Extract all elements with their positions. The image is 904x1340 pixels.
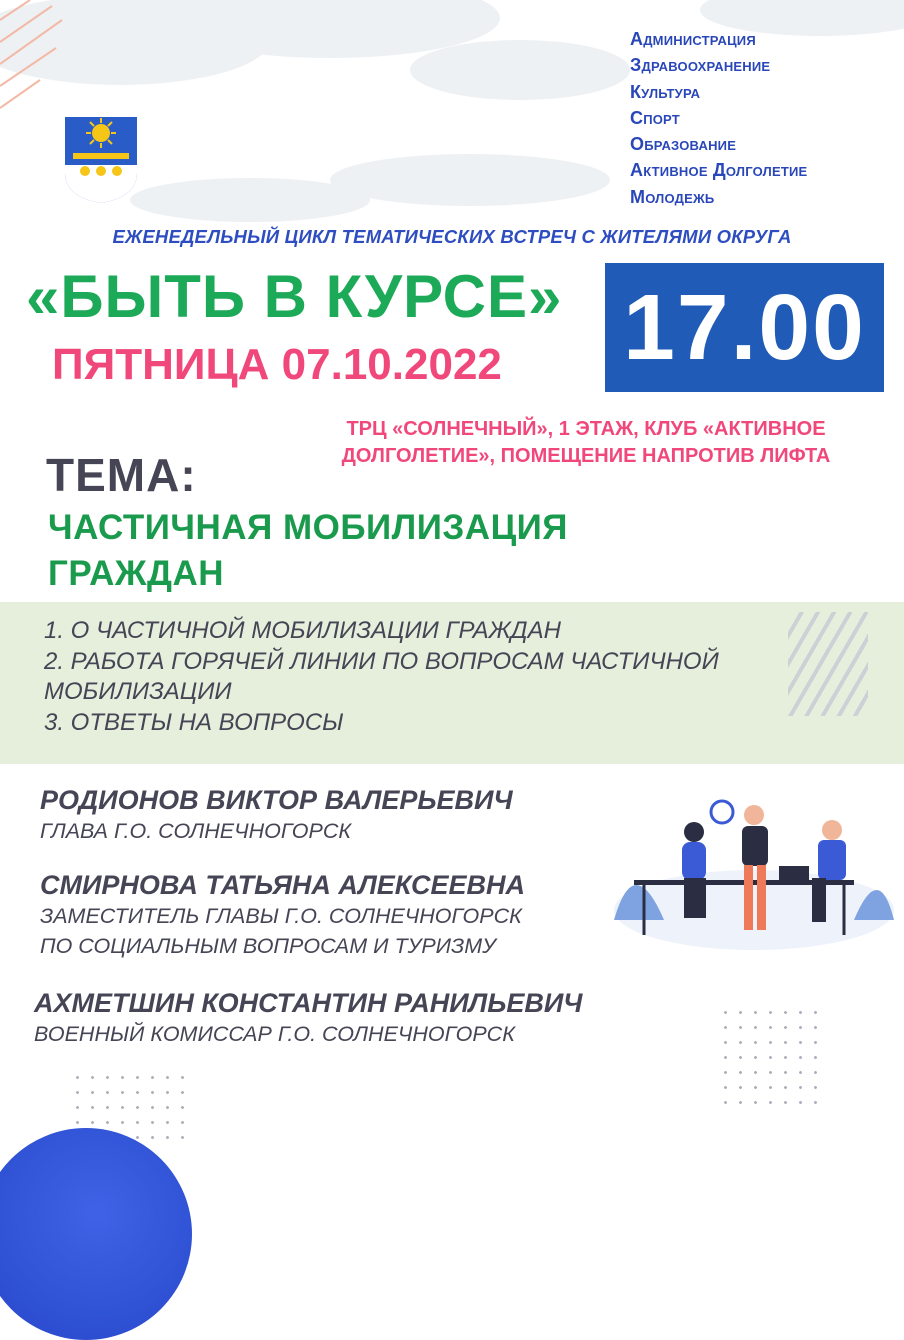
- speaker-block: [40, 785, 640, 846]
- agenda-list: [44, 616, 824, 738]
- venue-line: ДОЛГОЛЕТИЕ», ПОМЕЩЕНИЕ НАПРОТИВ ЛИФТА: [341, 445, 831, 467]
- event-venue: [270, 416, 902, 470]
- sector-item: Администрация: [630, 29, 756, 49]
- theme-line: ГРАЖДАН: [48, 554, 225, 593]
- sector-item: Молодежь: [630, 186, 715, 207]
- meeting-illustration-icon: [604, 770, 904, 950]
- sector-item: Спорт: [630, 107, 680, 128]
- decorative-dots: [718, 1005, 828, 1105]
- speaker-role: ЗАМЕСТИТЕЛЬ ГЛАВЫ Г.О. СОЛНЕЧНОГОРСК: [40, 904, 522, 928]
- agenda-item: МОБИЛИЗАЦИИ: [44, 678, 232, 705]
- event-title: «БЫТЬ В КУРСЕ»: [26, 263, 563, 330]
- speaker-name: СМИРНОВА ТАТЬЯНА АЛЕКСЕЕВНА: [40, 870, 526, 900]
- speaker-block: [40, 870, 640, 961]
- event-time-box: [605, 263, 884, 392]
- event-date: ПЯТНИЦА 07.10.2022: [52, 340, 502, 389]
- speaker-block: [34, 988, 634, 1049]
- sector-item: Активное Долголетие: [630, 160, 808, 181]
- series-subtitle: ЕЖЕНЕДЕЛЬНЫЙ ЦИКЛ ТЕМАТИЧЕСКИХ ВСТРЕЧ С ЖИТЕЛЯМИ ОКРУГА: [112, 226, 792, 247]
- sector-item: Образование: [630, 134, 737, 155]
- agenda-item: 1. О ЧАСТИЧНОЙ МОБИЛИЗАЦИИ ГРАЖДАН: [44, 617, 561, 644]
- event-time: 17.00: [623, 275, 866, 379]
- agenda-item: 2. РАБОТА ГОРЯЧЕЙ ЛИНИИ ПО ВОПРОСАМ ЧАСТИЧНОЙ: [44, 647, 719, 675]
- speaker-name: РОДИОНОВ ВИКТОР ВАЛЕРЬЕВИЧ: [40, 785, 513, 815]
- decorative-circle: [0, 1128, 192, 1340]
- agenda-item: 3. ОТВЕТЫ НА ВОПРОСЫ: [44, 708, 344, 736]
- theme-label: ТЕМА:: [46, 449, 197, 501]
- sector-item: Культура: [630, 81, 701, 102]
- speaker-name: АХМЕТШИН КОНСТАНТИН РАНИЛЬЕВИЧ: [34, 988, 583, 1018]
- speaker-role: ГЛАВА Г.О. СОЛНЕЧНОГОРСК: [40, 819, 352, 843]
- venue-line: ТРЦ «СОЛНЕЧНЫЙ», 1 ЭТАЖ, КЛУБ «АКТИВНОЕ: [346, 418, 826, 440]
- speaker-role: ВОЕННЫЙ КОМИССАР Г.О. СОЛНЕЧНОГОРСК: [34, 1022, 515, 1046]
- sector-item: Здравоохранение: [630, 55, 771, 76]
- speaker-role: ПО СОЦИАЛЬНЫМ ВОПРОСАМ И ТУРИЗМУ: [40, 934, 496, 958]
- coat-of-arms-icon: [63, 115, 139, 205]
- theme-title: [48, 505, 688, 597]
- sectors-list: [630, 26, 807, 210]
- theme-line: ЧАСТИЧНАЯ МОБИЛИЗАЦИЯ: [48, 508, 568, 547]
